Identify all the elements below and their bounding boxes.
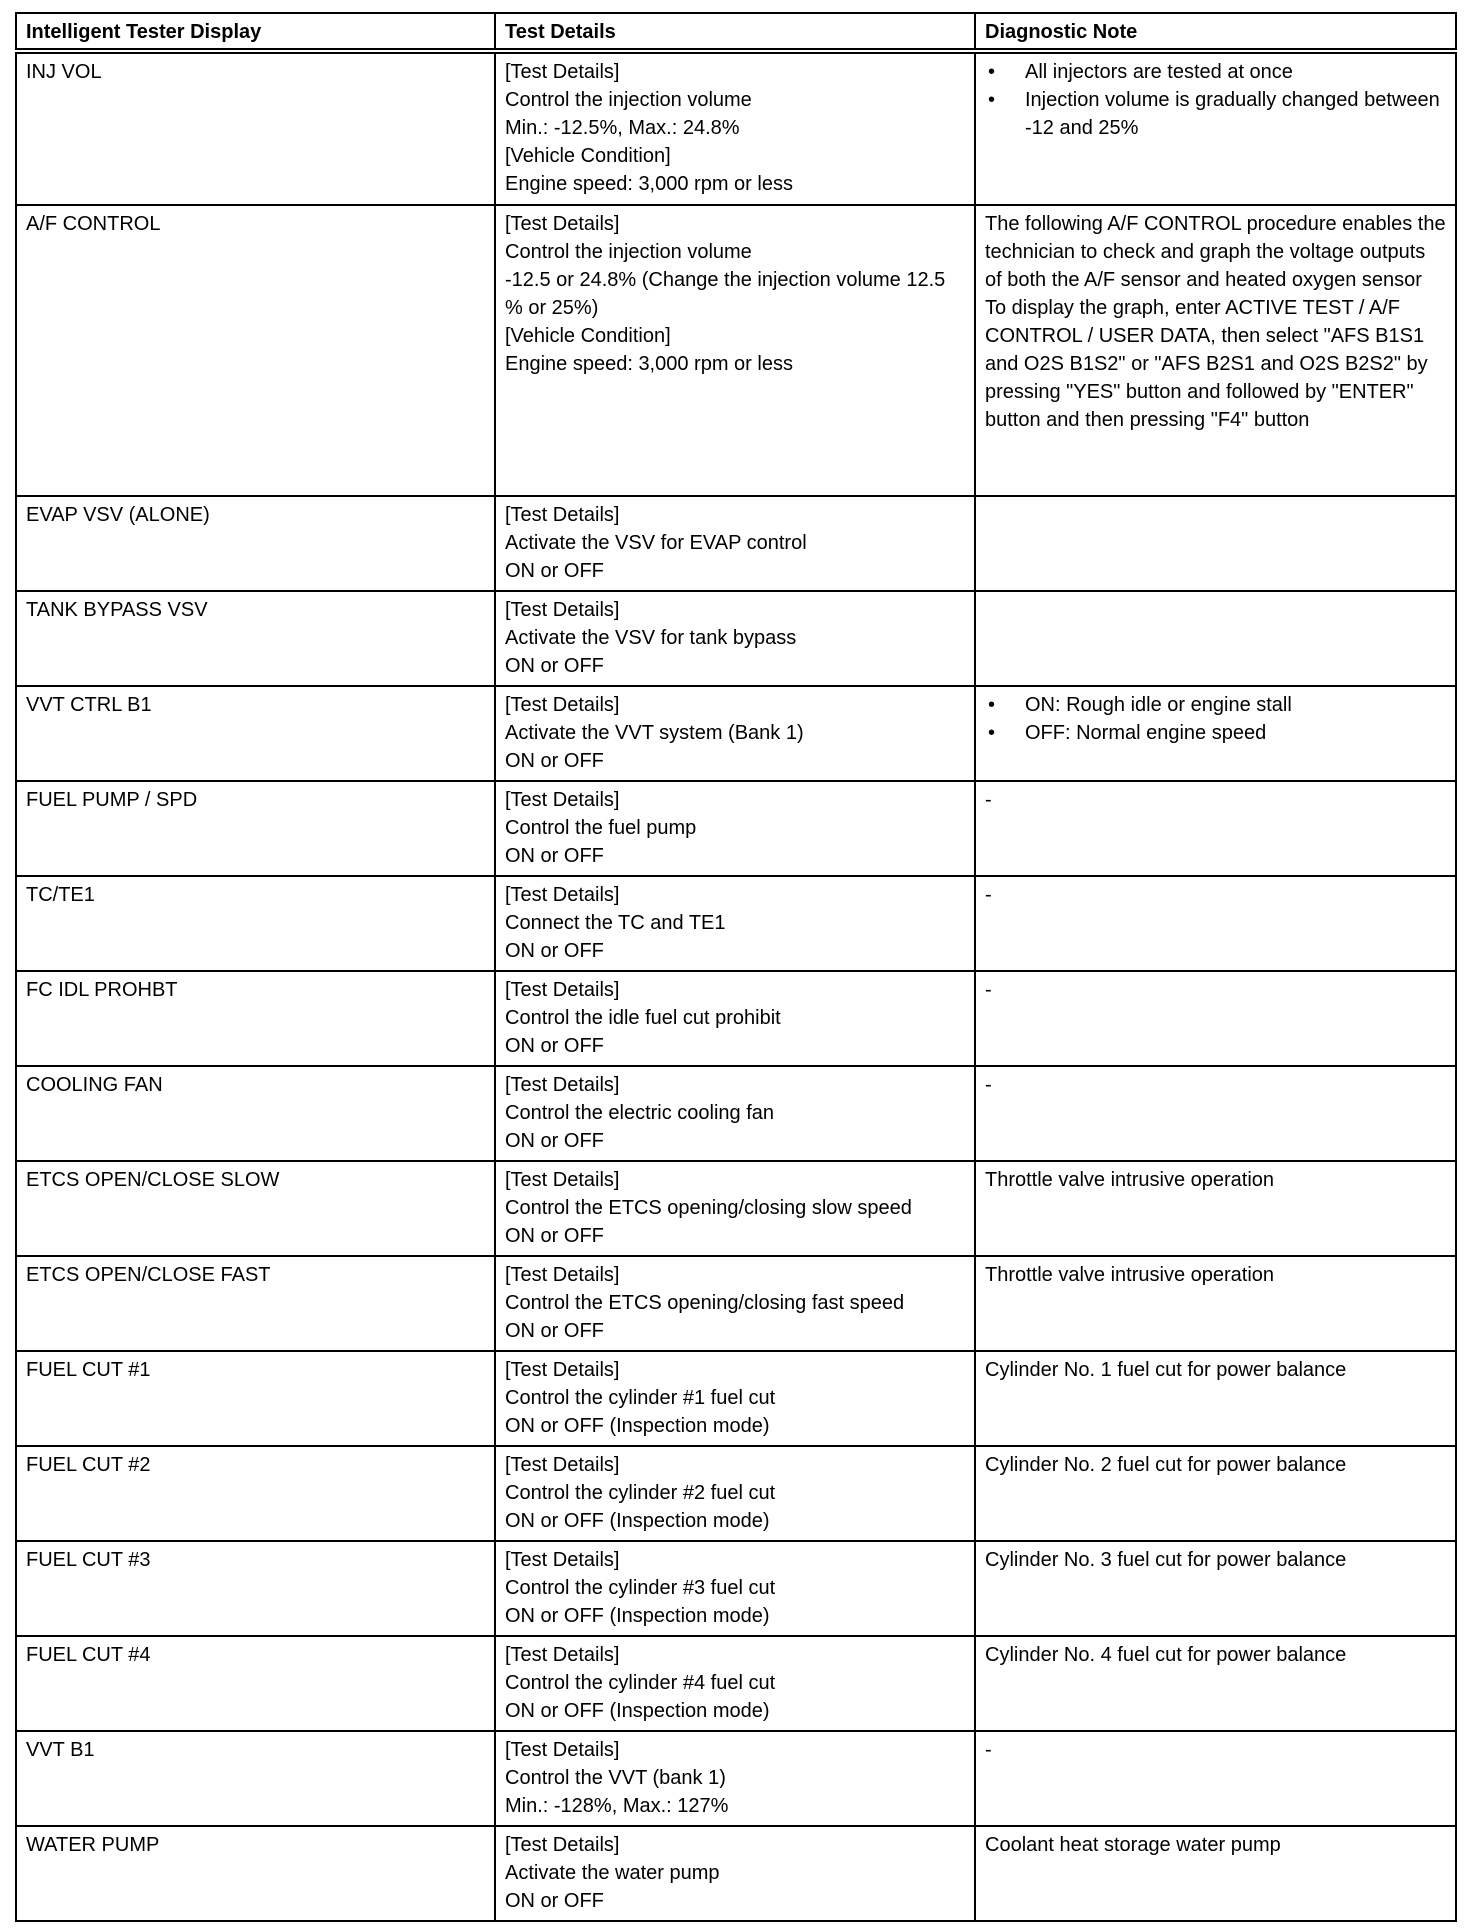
note-bullet-list xyxy=(985,58,1446,142)
detail-line: Activate the water pump xyxy=(505,1862,720,1884)
detail-line: [Test Details] xyxy=(505,1359,620,1381)
detail-line: [Test Details] xyxy=(505,694,620,716)
note-text: Cylinder No. 2 fuel cut for power balance xyxy=(985,1454,1347,1476)
note-bullet: • ON: Rough idle or engine stall xyxy=(985,691,1446,719)
diagnostic-note-cell xyxy=(975,496,1456,591)
tester-display-cell: FC IDL PROHBT xyxy=(16,971,495,1066)
detail-line: [Test Details] xyxy=(505,61,620,83)
active-test-table xyxy=(15,12,1457,1922)
detail-line: Engine speed: 3,000 rpm or less xyxy=(505,173,793,195)
detail-line: [Test Details] xyxy=(505,599,620,621)
test-details-cell xyxy=(495,1066,975,1161)
test-details-cell xyxy=(495,591,975,686)
detail-line: ON or OFF xyxy=(505,1225,604,1247)
detail-line: Control the fuel pump xyxy=(505,817,697,839)
detail-line: [Test Details] xyxy=(505,504,620,526)
test-details-cell xyxy=(495,496,975,591)
tester-display-cell: WATER PUMP xyxy=(16,1826,495,1921)
detail-line: Control the cylinder #1 fuel cut xyxy=(505,1387,776,1409)
test-details-cell xyxy=(495,876,975,971)
tester-display-cell: TC/TE1 xyxy=(16,876,495,971)
test-details-cell xyxy=(495,1541,975,1636)
detail-line: [Test Details] xyxy=(505,1264,620,1286)
detail-line: Engine speed: 3,000 rpm or less xyxy=(505,353,793,375)
table-row xyxy=(16,1636,1456,1731)
detail-line: Control the cylinder #3 fuel cut xyxy=(505,1577,776,1599)
note-text: Cylinder No. 4 fuel cut for power balance xyxy=(985,1644,1347,1666)
diagnostic-note-cell xyxy=(975,1636,1456,1731)
table-row xyxy=(16,1446,1456,1541)
table-row xyxy=(16,1351,1456,1446)
diagnostic-note-cell xyxy=(975,1826,1456,1921)
detail-line: [Test Details] xyxy=(505,979,620,1001)
table-row xyxy=(16,51,1456,205)
tester-display-cell: VVT B1 xyxy=(16,1731,495,1826)
detail-line: [Test Details] xyxy=(505,1074,620,1096)
note-bullet-list xyxy=(985,691,1446,747)
test-details-cell xyxy=(495,781,975,876)
diagnostic-note-cell xyxy=(975,1066,1456,1161)
detail-line: ON or OFF (Inspection mode) xyxy=(505,1700,770,1722)
note-text: - xyxy=(985,1074,992,1096)
tester-display-cell: VVT CTRL B1 xyxy=(16,686,495,781)
note-text: The following A/F CONTROL procedure enables the technician to check and graph the voltage outputs of both the A/F sensor and heated oxygen sensor xyxy=(985,213,1446,291)
detail-line: [Test Details] xyxy=(505,1549,620,1571)
header-row xyxy=(16,13,1456,51)
diagnostic-note-cell xyxy=(975,971,1456,1066)
note-text: Throttle valve intrusive operation xyxy=(985,1264,1275,1286)
table-row xyxy=(16,876,1456,971)
detail-line: ON or OFF xyxy=(505,1035,604,1057)
detail-line: Activate the VSV for EVAP control xyxy=(505,532,807,554)
detail-line: Activate the VVT system (Bank 1) xyxy=(505,722,804,744)
diagnostic-note-cell xyxy=(975,205,1456,496)
detail-line: Connect the TC and TE1 xyxy=(505,912,726,934)
table-row xyxy=(16,591,1456,686)
note-bullet: • Injection volume is gradually changed between -12 and 25% xyxy=(985,86,1446,142)
tester-display-cell: EVAP VSV (ALONE) xyxy=(16,496,495,591)
diagnostic-note-cell xyxy=(975,1541,1456,1636)
tester-display-cell: FUEL CUT #1 xyxy=(16,1351,495,1446)
test-details-cell xyxy=(495,1731,975,1826)
diagnostic-note-cell xyxy=(975,876,1456,971)
note-text: Coolant heat storage water pump xyxy=(985,1834,1281,1856)
diagnostic-note-cell xyxy=(975,1351,1456,1446)
detail-line: Control the injection volume xyxy=(505,89,752,111)
detail-line: ON or OFF xyxy=(505,940,604,962)
detail-line: [Test Details] xyxy=(505,213,620,235)
note-text: To display the graph, enter ACTIVE TEST / A/F CONTROL / USER DATA, then select "AFS B1S1 and O2S B1S2" or "AFS B2S1 and O2S B2S2" by pressing "YES" button and followed by "ENTER" button and then pressing "F4" button xyxy=(985,297,1428,431)
detail-line: ON or OFF xyxy=(505,655,604,677)
tester-display-cell: FUEL CUT #4 xyxy=(16,1636,495,1731)
detail-line: Control the VVT (bank 1) xyxy=(505,1767,726,1789)
detail-line: Control the ETCS opening/closing fast speed xyxy=(505,1292,905,1314)
table-row xyxy=(16,781,1456,876)
diagnostic-note-cell xyxy=(975,1731,1456,1826)
diagnostic-note-cell xyxy=(975,1446,1456,1541)
detail-line: [Test Details] xyxy=(505,1454,620,1476)
detail-line: ON or OFF xyxy=(505,750,604,772)
table-row xyxy=(16,1826,1456,1921)
table-row xyxy=(16,1256,1456,1351)
diagnostic-note-cell xyxy=(975,1161,1456,1256)
detail-line: Min.: -12.5%, Max.: 24.8% xyxy=(505,117,740,139)
test-details-cell xyxy=(495,1161,975,1256)
test-details-cell xyxy=(495,1351,975,1446)
table-row xyxy=(16,686,1456,781)
note-bullet: • All injectors are tested at once xyxy=(985,58,1446,86)
note-bullet: • OFF: Normal engine speed xyxy=(985,719,1446,747)
tester-display-cell: ETCS OPEN/CLOSE SLOW xyxy=(16,1161,495,1256)
diagnostic-note-cell xyxy=(975,781,1456,876)
test-details-cell xyxy=(495,1256,975,1351)
detail-line: [Vehicle Condition] xyxy=(505,145,671,167)
diagnostic-note-cell xyxy=(975,1256,1456,1351)
table-row xyxy=(16,1161,1456,1256)
header-diagnostic-note: Diagnostic Note xyxy=(975,13,1456,51)
detail-line: [Test Details] xyxy=(505,1834,620,1856)
detail-line: [Test Details] xyxy=(505,1739,620,1761)
detail-line: -12.5 or 24.8% (Change the injection volume 12.5 % or 25%) xyxy=(505,269,946,319)
header-test-details: Test Details xyxy=(495,13,975,51)
detail-line: [Test Details] xyxy=(505,1644,620,1666)
tester-display-cell: FUEL CUT #3 xyxy=(16,1541,495,1636)
detail-line: [Test Details] xyxy=(505,789,620,811)
header-tester-display: Intelligent Tester Display xyxy=(16,13,495,51)
detail-line: ON or OFF (Inspection mode) xyxy=(505,1510,770,1532)
note-text: - xyxy=(985,789,992,811)
detail-line: [Vehicle Condition] xyxy=(505,325,671,347)
tester-display-cell: TANK BYPASS VSV xyxy=(16,591,495,686)
note-text: - xyxy=(985,884,992,906)
note-text: - xyxy=(985,979,992,1001)
detail-line: Control the electric cooling fan xyxy=(505,1102,775,1124)
detail-line: ON or OFF xyxy=(505,1890,604,1912)
tester-display-cell: ETCS OPEN/CLOSE FAST xyxy=(16,1256,495,1351)
detail-line: Min.: -128%, Max.: 127% xyxy=(505,1795,729,1817)
detail-line: ON or OFF (Inspection mode) xyxy=(505,1415,770,1437)
table-row xyxy=(16,205,1456,496)
test-details-cell xyxy=(495,1446,975,1541)
detail-line: [Test Details] xyxy=(505,884,620,906)
table-row xyxy=(16,971,1456,1066)
detail-line: Control the cylinder #2 fuel cut xyxy=(505,1482,776,1504)
test-details-cell xyxy=(495,1826,975,1921)
test-details-cell xyxy=(495,51,975,205)
tester-display-cell: COOLING FAN xyxy=(16,1066,495,1161)
detail-line: Control the idle fuel cut prohibit xyxy=(505,1007,781,1029)
tester-display-cell: A/F CONTROL xyxy=(16,205,495,496)
detail-line: ON or OFF (Inspection mode) xyxy=(505,1605,770,1627)
detail-line: ON or OFF xyxy=(505,1320,604,1342)
note-text: Cylinder No. 1 fuel cut for power balance xyxy=(985,1359,1347,1381)
detail-line: Control the ETCS opening/closing slow speed xyxy=(505,1197,912,1219)
test-details-cell xyxy=(495,971,975,1066)
note-text: Throttle valve intrusive operation xyxy=(985,1169,1275,1191)
table-row xyxy=(16,1731,1456,1826)
test-details-cell xyxy=(495,686,975,781)
detail-line: ON or OFF xyxy=(505,560,604,582)
detail-line: ON or OFF xyxy=(505,1130,604,1152)
diagnostic-note-cell xyxy=(975,51,1456,205)
tester-display-cell: FUEL CUT #2 xyxy=(16,1446,495,1541)
test-details-cell xyxy=(495,205,975,496)
note-text: - xyxy=(985,1739,992,1761)
test-details-cell xyxy=(495,1636,975,1731)
diagnostic-note-cell xyxy=(975,686,1456,781)
tester-display-cell: INJ VOL xyxy=(16,51,495,205)
detail-line: Control the injection volume xyxy=(505,241,752,263)
table-row xyxy=(16,1066,1456,1161)
detail-line: Activate the VSV for tank bypass xyxy=(505,627,797,649)
table-row xyxy=(16,496,1456,591)
detail-line: ON or OFF xyxy=(505,845,604,867)
tester-display-cell: FUEL PUMP / SPD xyxy=(16,781,495,876)
table-row xyxy=(16,1541,1456,1636)
note-text: Cylinder No. 3 fuel cut for power balance xyxy=(985,1549,1347,1571)
diagnostic-note-cell xyxy=(975,591,1456,686)
detail-line: Control the cylinder #4 fuel cut xyxy=(505,1672,776,1694)
detail-line: [Test Details] xyxy=(505,1169,620,1191)
